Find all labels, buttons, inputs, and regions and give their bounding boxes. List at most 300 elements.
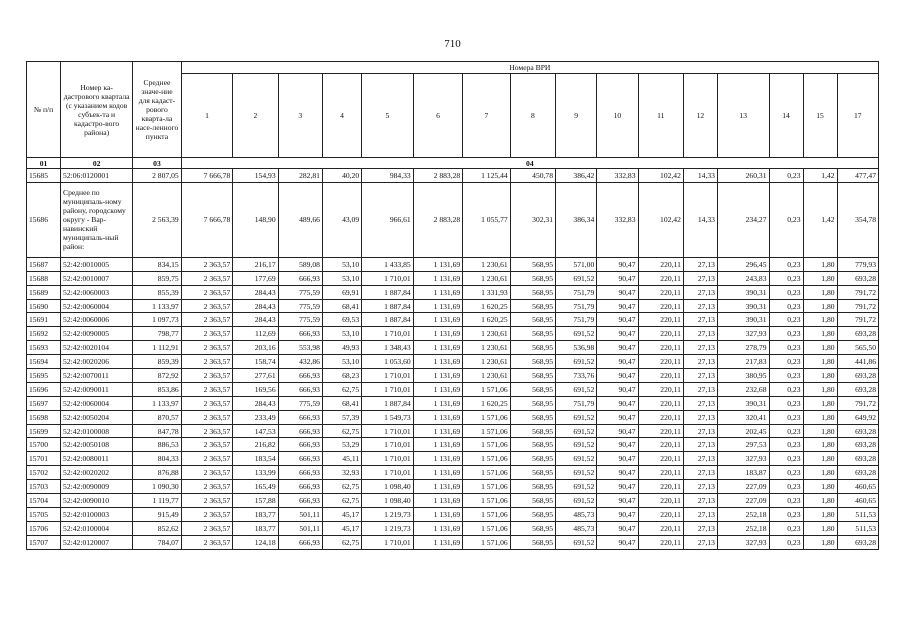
vri-value: 691,52 (556, 271, 597, 285)
quarter-code: 52:06:0120001 (61, 169, 133, 183)
vri-value: 27,13 (683, 507, 717, 521)
vri-value: 568,95 (510, 285, 555, 299)
vri-value: 183,87 (717, 466, 769, 480)
average-value: 915,49 (133, 507, 181, 521)
vri-value: 90,47 (597, 313, 638, 327)
vri-value: 568,95 (510, 424, 555, 438)
vri-value: 90,47 (597, 257, 638, 271)
vri-value: 0,23 (769, 369, 803, 383)
vri-value: 53,10 (322, 327, 361, 341)
table-row (27, 285, 879, 299)
vri-value: 216,82 (233, 438, 278, 452)
vri-value: 332,83 (597, 182, 638, 257)
vri-value: 62,75 (322, 494, 361, 508)
header-vri-15: 15 (803, 74, 837, 158)
row-number: 15706 (27, 521, 61, 535)
code-cell: 03 (133, 158, 181, 169)
vri-value: 27,13 (683, 466, 717, 480)
vri-value: 1 571,06 (463, 507, 510, 521)
vri-value: 45,11 (322, 452, 361, 466)
vri-value: 90,47 (597, 521, 638, 535)
vri-value: 1 131,69 (413, 410, 463, 424)
vri-value: 553,98 (278, 341, 322, 355)
vri-value: 2 363,57 (181, 410, 233, 424)
row-number: 15696 (27, 382, 61, 396)
vri-value: 2 363,57 (181, 369, 233, 383)
vri-value: 202,45 (717, 424, 769, 438)
vri-value: 220,11 (638, 313, 683, 327)
vri-value: 154,93 (233, 169, 278, 183)
vri-value: 693,28 (837, 535, 878, 549)
vri-value: 43,09 (322, 182, 361, 257)
vri-value: 432,86 (278, 355, 322, 369)
vri-value: 220,11 (638, 494, 683, 508)
vri-value: 220,11 (638, 341, 683, 355)
vri-value: 1 219,73 (362, 521, 414, 535)
quarter-code: 52:42:0100008 (61, 424, 133, 438)
vri-value: 1 131,69 (413, 285, 463, 299)
vri-value: 568,95 (510, 535, 555, 549)
row-number: 15697 (27, 396, 61, 410)
vri-value: 501,11 (278, 507, 322, 521)
vri-value: 1,80 (803, 369, 837, 383)
vri-value: 1 348,43 (362, 341, 414, 355)
row-number: 15703 (27, 480, 61, 494)
vri-value: 791,72 (837, 299, 878, 313)
vri-value: 2 363,57 (181, 396, 233, 410)
table-row (27, 299, 879, 313)
vri-value: 565,50 (837, 341, 878, 355)
vri-value: 302,31 (510, 182, 555, 257)
vri-value: 68,23 (322, 369, 361, 383)
vri-value: 693,28 (837, 452, 878, 466)
vri-value: 666,93 (278, 466, 322, 480)
row-number: 15702 (27, 466, 61, 480)
vri-value: 1 131,69 (413, 494, 463, 508)
row-number: 15685 (27, 169, 61, 183)
vri-value: 693,28 (837, 369, 878, 383)
vri-value: 0,23 (769, 452, 803, 466)
vri-value: 7 666,78 (181, 169, 233, 183)
vri-value: 568,95 (510, 299, 555, 313)
code-cell: 04 (181, 158, 878, 169)
vri-value: 1 887,84 (362, 285, 414, 299)
header-vri-7: 7 (463, 74, 510, 158)
vri-value: 984,33 (362, 169, 414, 183)
header-vri-13: 13 (717, 74, 769, 158)
vri-value: 112,69 (233, 327, 278, 341)
vri-value: 90,47 (597, 355, 638, 369)
vri-value: 27,13 (683, 341, 717, 355)
vri-value: 2 363,57 (181, 299, 233, 313)
quarter-code: 52:42:0020202 (61, 466, 133, 480)
vri-value: 1,80 (803, 341, 837, 355)
vri-value: 220,11 (638, 535, 683, 549)
vri-value: 90,47 (597, 382, 638, 396)
vri-value: 666,93 (278, 494, 322, 508)
vri-value: 2 363,57 (181, 327, 233, 341)
vri-value: 90,47 (597, 480, 638, 494)
vri-value: 49,93 (322, 341, 361, 355)
vri-value: 1 131,69 (413, 396, 463, 410)
vri-value: 1 571,06 (463, 480, 510, 494)
vri-value: 1 131,69 (413, 313, 463, 327)
row-number: 15695 (27, 369, 61, 383)
vri-value: 1 571,06 (463, 410, 510, 424)
vri-value: 0,23 (769, 507, 803, 521)
vri-value: 45,17 (322, 507, 361, 521)
table-row (27, 313, 879, 327)
vri-value: 511,53 (837, 521, 878, 535)
vri-value: 1 131,69 (413, 382, 463, 396)
vri-table (26, 61, 879, 550)
vri-value: 2 363,57 (181, 313, 233, 327)
quarter-code: 52:42:0010005 (61, 257, 133, 271)
vri-value: 40,20 (322, 169, 361, 183)
vri-value: 90,47 (597, 424, 638, 438)
vri-value: 386,34 (556, 182, 597, 257)
vri-value: 220,11 (638, 369, 683, 383)
vri-value: 296,45 (717, 257, 769, 271)
vri-value: 1,80 (803, 257, 837, 271)
table-row (27, 521, 879, 535)
vri-value: 2 363,57 (181, 424, 233, 438)
vri-value: 252,18 (717, 507, 769, 521)
vri-value: 0,23 (769, 169, 803, 183)
vri-value: 1 571,06 (463, 521, 510, 535)
vri-value: 568,95 (510, 271, 555, 285)
quarter-code: 52:42:0090011 (61, 382, 133, 396)
vri-value: 332,83 (597, 169, 638, 183)
vri-value: 1 131,69 (413, 424, 463, 438)
vri-value: 1 571,06 (463, 535, 510, 549)
vri-value: 2 363,57 (181, 355, 233, 369)
vri-value: 1,80 (803, 452, 837, 466)
header-vri-17: 17 (837, 74, 878, 158)
vri-value: 568,95 (510, 438, 555, 452)
vri-value: 1 571,06 (463, 424, 510, 438)
vri-value: 1 131,69 (413, 341, 463, 355)
average-value: 804,33 (133, 452, 181, 466)
row-number: 15686 (27, 182, 61, 257)
quarter-code: 52:42:0050204 (61, 410, 133, 424)
row-number: 15700 (27, 438, 61, 452)
vri-value: 1 098,40 (362, 480, 414, 494)
vri-value: 1 571,06 (463, 494, 510, 508)
vri-value: 1,80 (803, 285, 837, 299)
row-number: 15688 (27, 271, 61, 285)
average-value: 1 133,97 (133, 396, 181, 410)
vri-value: 779,93 (837, 257, 878, 271)
vri-value: 27,13 (683, 410, 717, 424)
average-value: 834,15 (133, 257, 181, 271)
vri-value: 2 363,57 (181, 466, 233, 480)
vri-value: 32,93 (322, 466, 361, 480)
table-row (27, 369, 879, 383)
vri-value: 666,93 (278, 410, 322, 424)
vri-value: 1 710,01 (362, 466, 414, 480)
vri-value: 220,11 (638, 396, 683, 410)
row-number: 15693 (27, 341, 61, 355)
vri-value: 282,81 (278, 169, 322, 183)
vri-value: 1 230,61 (463, 257, 510, 271)
vri-value: 666,93 (278, 382, 322, 396)
vri-value: 0,23 (769, 396, 803, 410)
vri-value: 1 131,69 (413, 369, 463, 383)
vri-value: 691,52 (556, 410, 597, 424)
row-number: 15704 (27, 494, 61, 508)
header-vri-12: 12 (683, 74, 717, 158)
vri-value: 450,78 (510, 169, 555, 183)
vri-value: 1,80 (803, 313, 837, 327)
vri-value: 693,28 (837, 424, 878, 438)
vri-value: 485,73 (556, 507, 597, 521)
vri-value: 691,52 (556, 480, 597, 494)
vri-value: 1,80 (803, 535, 837, 549)
vri-value: 0,23 (769, 424, 803, 438)
vri-value: 220,11 (638, 285, 683, 299)
vri-value: 1 710,01 (362, 382, 414, 396)
vri-value: 2 883,28 (413, 169, 463, 183)
vri-value: 252,18 (717, 521, 769, 535)
vri-value: 27,13 (683, 424, 717, 438)
vri-value: 1 098,40 (362, 494, 414, 508)
vri-value: 751,79 (556, 396, 597, 410)
vri-value: 102,42 (638, 169, 683, 183)
vri-value: 390,31 (717, 313, 769, 327)
vri-value: 1 131,69 (413, 438, 463, 452)
vri-value: 380,95 (717, 369, 769, 383)
vri-value: 53,10 (322, 257, 361, 271)
vri-value: 649,92 (837, 410, 878, 424)
average-value: 1 119,77 (133, 494, 181, 508)
quarter-code: 52:42:0060004 (61, 299, 133, 313)
vri-value: 0,23 (769, 535, 803, 549)
table-row (27, 466, 879, 480)
vri-value: 27,13 (683, 396, 717, 410)
vri-value: 0,23 (769, 299, 803, 313)
code-cell: 02 (61, 158, 133, 169)
header-number: № п/п (27, 62, 61, 158)
average-value: 853,86 (133, 382, 181, 396)
vri-value: 2 363,57 (181, 341, 233, 355)
vri-value: 1,80 (803, 410, 837, 424)
code-cell: 01 (27, 158, 61, 169)
table-row (27, 271, 879, 285)
vri-value: 220,11 (638, 507, 683, 521)
quarter-code: 52:42:0060004 (61, 396, 133, 410)
vri-value: 2 363,57 (181, 521, 233, 535)
vri-value: 0,23 (769, 271, 803, 285)
vri-value: 27,13 (683, 313, 717, 327)
vri-value: 2 363,57 (181, 382, 233, 396)
vri-value: 1,80 (803, 424, 837, 438)
vri-value: 666,93 (278, 535, 322, 549)
average-value: 852,62 (133, 521, 181, 535)
average-value: 847,78 (133, 424, 181, 438)
vri-value: 53,10 (322, 271, 361, 285)
vri-value: 666,93 (278, 271, 322, 285)
table-row (27, 355, 879, 369)
table-row (27, 341, 879, 355)
vri-value: 27,13 (683, 369, 717, 383)
vri-value: 90,47 (597, 327, 638, 341)
vri-value: 666,93 (278, 438, 322, 452)
vri-value: 511,53 (837, 507, 878, 521)
vri-value: 233,49 (233, 410, 278, 424)
vri-value: 2 363,57 (181, 438, 233, 452)
header-vri-4: 4 (322, 74, 361, 158)
vri-value: 284,43 (233, 396, 278, 410)
vri-value: 284,43 (233, 313, 278, 327)
vri-value: 1 887,84 (362, 313, 414, 327)
vri-value: 386,42 (556, 169, 597, 183)
vri-value: 966,61 (362, 182, 414, 257)
vri-value: 691,52 (556, 438, 597, 452)
vri-value: 2 363,57 (181, 285, 233, 299)
vri-value: 227,09 (717, 480, 769, 494)
vri-value: 53,29 (322, 438, 361, 452)
vri-value: 1,80 (803, 507, 837, 521)
vri-value: 1 620,25 (463, 313, 510, 327)
vri-value: 1,80 (803, 438, 837, 452)
vri-value: 775,59 (278, 299, 322, 313)
vri-value: 45,17 (322, 521, 361, 535)
row-number: 15687 (27, 257, 61, 271)
vri-value: 691,52 (556, 535, 597, 549)
vri-value: 234,27 (717, 182, 769, 257)
vri-value: 1 331,93 (463, 285, 510, 299)
row-number: 15689 (27, 285, 61, 299)
vri-value: 1 571,06 (463, 466, 510, 480)
vri-value: 390,31 (717, 285, 769, 299)
average-value: 2 807,05 (133, 169, 181, 183)
header-vri-1: 1 (181, 74, 233, 158)
average-value: 876,88 (133, 466, 181, 480)
vri-value: 27,13 (683, 382, 717, 396)
quarter-code: 52:42:0060006 (61, 313, 133, 327)
header-vri-5: 5 (362, 74, 414, 158)
vri-value: 536,98 (556, 341, 597, 355)
vri-value: 568,95 (510, 466, 555, 480)
vri-value: 90,47 (597, 299, 638, 313)
vri-value: 220,11 (638, 466, 683, 480)
vri-value: 90,47 (597, 535, 638, 549)
vri-value: 666,93 (278, 480, 322, 494)
vri-value: 1 219,73 (362, 507, 414, 521)
average-value: 886,53 (133, 438, 181, 452)
vri-value: 69,53 (322, 313, 361, 327)
vri-value: 90,47 (597, 369, 638, 383)
vri-value: 751,79 (556, 313, 597, 327)
vri-value: 1 710,01 (362, 438, 414, 452)
vri-value: 297,53 (717, 438, 769, 452)
row-number: 15705 (27, 507, 61, 521)
vri-value: 62,75 (322, 535, 361, 549)
vri-value: 90,47 (597, 410, 638, 424)
table-row (27, 480, 879, 494)
header-vri-6: 6 (413, 74, 463, 158)
row-number: 15707 (27, 535, 61, 549)
header-vri-group: Номера ВРИ (181, 62, 878, 74)
vri-value: 68,41 (322, 299, 361, 313)
vri-value: 14,33 (683, 182, 717, 257)
vri-value: 27,13 (683, 480, 717, 494)
vri-value: 693,28 (837, 438, 878, 452)
vri-value: 1 131,69 (413, 327, 463, 341)
quarter-code: 52:42:0090009 (61, 480, 133, 494)
row-number: 15690 (27, 299, 61, 313)
quarter-code: 52:42:0020206 (61, 355, 133, 369)
vri-value: 1 230,61 (463, 355, 510, 369)
page-number: 710 (444, 38, 461, 50)
vri-value: 1 549,73 (362, 410, 414, 424)
vri-value: 90,47 (597, 466, 638, 480)
average-value: 798,77 (133, 327, 181, 341)
vri-value: 1 620,25 (463, 299, 510, 313)
vri-value: 183,54 (233, 452, 278, 466)
vri-value: 27,13 (683, 257, 717, 271)
table-row (27, 494, 879, 508)
vri-value: 1,80 (803, 396, 837, 410)
vri-value: 775,59 (278, 396, 322, 410)
vri-value: 693,28 (837, 271, 878, 285)
vri-value: 327,93 (717, 327, 769, 341)
quarter-code: 52:42:0010007 (61, 271, 133, 285)
vri-value: 27,13 (683, 494, 717, 508)
row-number: 15691 (27, 313, 61, 327)
vri-value: 1 131,69 (413, 521, 463, 535)
vri-value: 568,95 (510, 257, 555, 271)
vri-value: 1 710,01 (362, 452, 414, 466)
vri-value: 568,95 (510, 382, 555, 396)
vri-value: 0,23 (769, 438, 803, 452)
vri-value: 165,49 (233, 480, 278, 494)
vri-value: 133,99 (233, 466, 278, 480)
vri-value: 666,93 (278, 452, 322, 466)
vri-value: 102,42 (638, 182, 683, 257)
vri-value: 1 131,69 (413, 355, 463, 369)
vri-value: 203,16 (233, 341, 278, 355)
vri-value: 62,75 (322, 382, 361, 396)
vri-value: 2 363,57 (181, 452, 233, 466)
header-average: Среднее значе-ние для кадаст-рового кварта-ла насе-ленного пункта (133, 62, 181, 158)
vri-value: 220,11 (638, 424, 683, 438)
quarter-code: 52:42:0100003 (61, 507, 133, 521)
vri-value: 691,52 (556, 327, 597, 341)
vri-value: 62,75 (322, 424, 361, 438)
vri-value: 124,18 (233, 535, 278, 549)
vri-value: 666,93 (278, 327, 322, 341)
vri-value: 90,47 (597, 438, 638, 452)
quarter-code: 52:42:0060003 (61, 285, 133, 299)
vri-value: 90,47 (597, 271, 638, 285)
vri-value: 1 710,01 (362, 327, 414, 341)
vri-value: 0,23 (769, 313, 803, 327)
table-row (27, 507, 879, 521)
vri-value: 1 055,77 (463, 182, 510, 257)
vri-value: 568,95 (510, 341, 555, 355)
vri-value: 2 363,57 (181, 271, 233, 285)
quarter-code: 52:42:0050108 (61, 438, 133, 452)
vri-value: 1 433,85 (362, 257, 414, 271)
vri-value: 589,08 (278, 257, 322, 271)
row-number: 15692 (27, 327, 61, 341)
quarter-code: 52:42:0080011 (61, 452, 133, 466)
vri-value: 1,42 (803, 169, 837, 183)
vri-value: 227,09 (717, 494, 769, 508)
row-number: 15694 (27, 355, 61, 369)
